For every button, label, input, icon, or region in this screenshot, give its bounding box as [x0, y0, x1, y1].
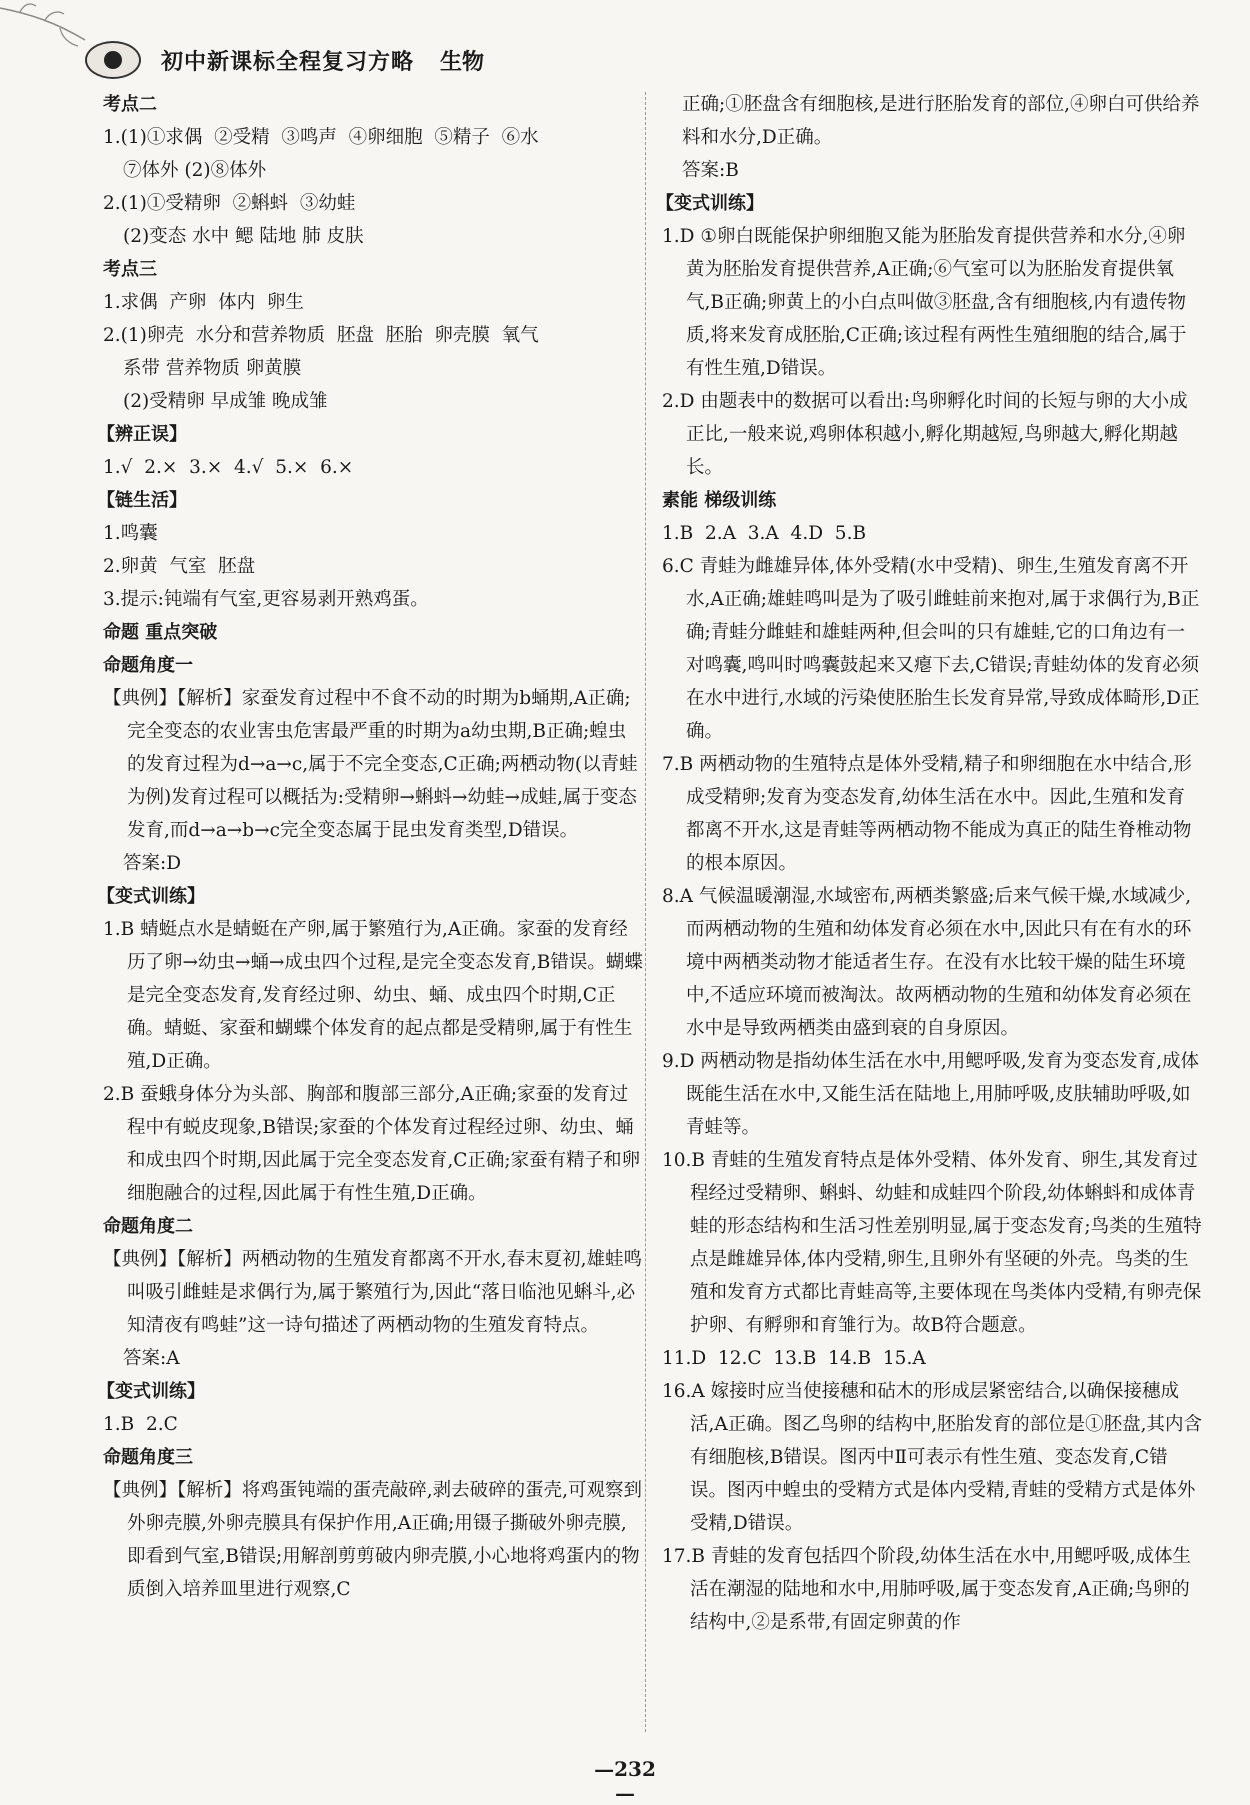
indented-text: ⑦体外 (2)⑧体外 [123, 160, 267, 181]
book-title: 初中新课标全程复习方略 [161, 48, 415, 75]
text-line: 2.(1)卵壳 水分和营养物质 胚盘 胚胎 卵壳膜 氧气 [103, 325, 539, 346]
answer-paragraph: 8.A 气候温暖潮湿,水域密布,两栖类繁盛;后来气候干燥,水域减少,而两栖动物的生殖和幼体发育必须在水中,因此只有在有水的环境中两栖类动物才能适者生存。在没有水比较干燥的陆生环境中,不适应环境而被淘汰。故两栖动物的生殖和幼体发育必须在水中是导致两栖类由盛到衰的自身原因。 [662, 886, 1192, 1039]
column-divider [645, 92, 646, 1732]
answer-paragraph: 1.D ①卵白既能保护卵细胞又能为胚胎发育提供营养和水分,④卵黄为胚胎发育提供营养,A正确;⑥气室可以为胚胎发育提供氧气,B正确;卵黄上的小白点叫做③胚盘,含有细胞核,内有遗传物质,将来发育成胚胎,C正确;该过程有两性生殖细胞的结合,属于有性生殖,D错误。 [662, 226, 1187, 379]
subsection-heading: 【链生活】 [97, 490, 187, 511]
text-line: 2.卵黄 气室 胚盘 [103, 556, 256, 577]
answer-paragraph: 1.B 蜻蜓点水是蜻蜓在产卵,属于繁殖行为,A正确。家蚕的发育经历了卵→幼虫→蛹→成虫四个过程,是完全变态发育,B错误。蝴蝶是完全变态发育,发育经过卵、幼虫、蛹、成虫四个时期,C正确。蜻蜓、家蚕和蝴蝶个体发育的起点都是受精卵,属于有性生殖,D正确。 [103, 919, 643, 1072]
section-heading: 考点二 [103, 94, 157, 115]
answer-paragraph: 【典例】【解析】两栖动物的生殖发育都离不开水,春末夏初,雄蛙鸣叫吸引雌蛙是求偶行为,属于繁殖行为,因此“落日临池见蝌斗,必知清夜有鸣蛙”这一诗句描述了两栖动物的生殖发育特点。 [103, 1249, 643, 1336]
indented-text: 系带 营养物质 卵黄膜 [123, 358, 302, 379]
subsection-heading: 【变式训练】 [97, 1381, 205, 1402]
left-column [97, 88, 643, 1606]
right-column [656, 88, 1203, 1639]
section-heading: 考点三 [103, 259, 157, 280]
answer-paragraph: 17.B 青蛙的发育包括四个阶段,幼体生活在水中,用鳃呼吸,成体生活在潮湿的陆地和水中,用肺呼吸,属于变态发育,A正确;鸟卵的结构中,②是系带,有固定卵黄的作 [662, 1546, 1192, 1633]
indented-text: (2)变态 水中 鳃 陆地 肺 皮肤 [123, 226, 364, 247]
text-line: 1.求偶 产卵 体内 卵生 [103, 292, 304, 313]
indented-text: 正确;①胚盘含有细胞核,是进行胚胎发育的部位,④卵白可供给养料和水分,D正确。 [682, 94, 1200, 148]
answer-paragraph: 10.B 青蛙的生殖发育特点是体外受精、体外发育、卵生,其发育过程经过受精卵、蝌蚪、幼蛙和成蛙四个阶段,幼体蝌蚪和成体青蛙的形态结构和生活习性差别明显,属于变态发育;鸟类的生殖特点是雌雄异体,体内受精,卵生,且卵外有坚硬的外壳。鸟类的生殖和发育方式都比青蛙高等,主要体现在鸟类体内受精,有卵壳保护卵、有孵卵和育雏行为。故B符合题意。 [662, 1150, 1202, 1336]
answer-paragraph: 7.B 两栖动物的生殖特点是体外受精,精子和卵细胞在水中结合,形成受精卵;发育为变态发育,幼体生活在水中。因此,生殖和发育都离不开水,这是青蛙等两栖动物不能成为真正的陆生脊椎动物的根本原因。 [662, 754, 1192, 874]
section-heading: 命题角度三 [103, 1447, 193, 1468]
section-heading: 命题角度一 [103, 655, 193, 676]
answer-paragraph: 2.D 由题表中的数据可以看出:鸟卵孵化时间的长短与卵的大小成正比,一般来说,鸡卵体积越小,孵化期越短,鸟卵越大,孵化期越长。 [662, 391, 1188, 478]
answer-paragraph: 2.B 蚕蛾身体分为头部、胸部和腹部三部分,A正确;家蚕的发育过程中有蜕皮现象,B错误;家蚕的个体发育过程经过卵、幼虫、蛹和成虫四个时期,因此属于完全变态发育,C正确;家蚕有精子和卵细胞融合的过程,因此属于有性生殖,D正确。 [103, 1084, 641, 1204]
text-line: 1.√ 2.× 3.× 4.√ 5.× 6.× [103, 457, 354, 478]
answer-paragraph: 【典例】【解析】将鸡蛋钝端的蛋壳敲碎,剥去破碎的蛋壳,可观察到外卵壳膜,外卵壳膜具有保护作用,A正确;用镊子撕破外卵壳膜,即看到气室,B错误;用解剖剪剪破内卵壳膜,小心地将鸡蛋内的物质倒入培养皿里进行观察,C [103, 1480, 643, 1600]
subject-title: 生物 [440, 48, 485, 75]
answer-paragraph: 16.A 嫁接时应当使接穗和砧木的形成层紧密结合,以确保接穗成活,A正确。图乙鸟卵的结构中,胚胎发育的部位是①胚盘,其内含有细胞核,B错误。图丙中Ⅱ可表示有性生殖、变态发育,C错误。图丙中蝗虫的受精方式是体内受精,青蛙的受精方式是体外受精,D错误。 [662, 1381, 1203, 1534]
subsection-heading: 【变式训练】 [656, 193, 764, 214]
answer-paragraph: 6.C 青蛙为雌雄异体,体外受精(水中受精)、卵生,生殖发育离不开水,A正确;雄蛙鸣叫是为了吸引雌蛙前来抱对,属于求偶行为,B正确;青蛙分雌蛙和雄蛙两种,但会叫的只有雄蛙,它的口角边有一对鸣囊,鸣叫时鸣囊鼓起来又瘪下去,C错误;青蛙幼体的发育必须在水中进行,水域的污染使胚胎生长发育异常,导致成体畸形,D正确。 [662, 556, 1200, 742]
page-header [85, 38, 1185, 82]
indented-text: (2)受精卵 早成雏 晚成雏 [123, 391, 328, 412]
answer-paragraph: 【典例】【解析】家蚕发育过程中不食不动的时期为b蛹期,A正确;完全变态的农业害虫危害最严重的时期为a幼虫期,B正确;蝗虫的发育过程为d→a→c,属于不完全变态,C正确;两栖动物(以青蛙为例)发育过程可以概括为:受精卵→蝌蚪→幼蛙→成蛙,属于变态发育,而d→a→b→c完全变态属于昆虫发育类型,D错误。 [103, 688, 638, 841]
text-line: 1.(1)①求偶 ②受精 ③鸣声 ④卵细胞 ⑤精子 ⑥水 [103, 127, 539, 148]
text-line: 1.B 2.C [103, 1414, 178, 1435]
eye-logo-icon [85, 41, 141, 79]
text-line: 1.鸣囊 [103, 523, 158, 544]
text-line: 3.提示:钝端有气室,更容易剥开熟鸡蛋。 [103, 589, 429, 610]
section-heading: 命题 重点突破 [103, 622, 218, 643]
text-line: 1.B 2.A 3.A 4.D 5.B [662, 523, 867, 544]
answer-line: 答案:D [123, 853, 182, 874]
section-heading: 素能 梯级训练 [662, 490, 777, 511]
text-line: 2.(1)①受精卵 ②蝌蚪 ③幼蛙 [103, 193, 356, 214]
answer-line: 答案:B [682, 160, 739, 181]
text-line: 11.D 12.C 13.B 14.B 15.A [662, 1348, 926, 1369]
answer-line: 答案:A [123, 1348, 180, 1369]
subsection-heading: 【变式训练】 [97, 886, 205, 907]
page-number: —232— [594, 1757, 656, 1805]
answer-paragraph: 9.D 两栖动物是指幼体生活在水中,用鳃呼吸,发育为变态发育,成体既能生活在水中,又能生活在陆地上,用肺呼吸,皮肤辅助呼吸,如青蛙等。 [662, 1051, 1200, 1138]
section-heading: 命题角度二 [103, 1216, 193, 1237]
subsection-heading: 【辨正误】 [97, 424, 187, 445]
